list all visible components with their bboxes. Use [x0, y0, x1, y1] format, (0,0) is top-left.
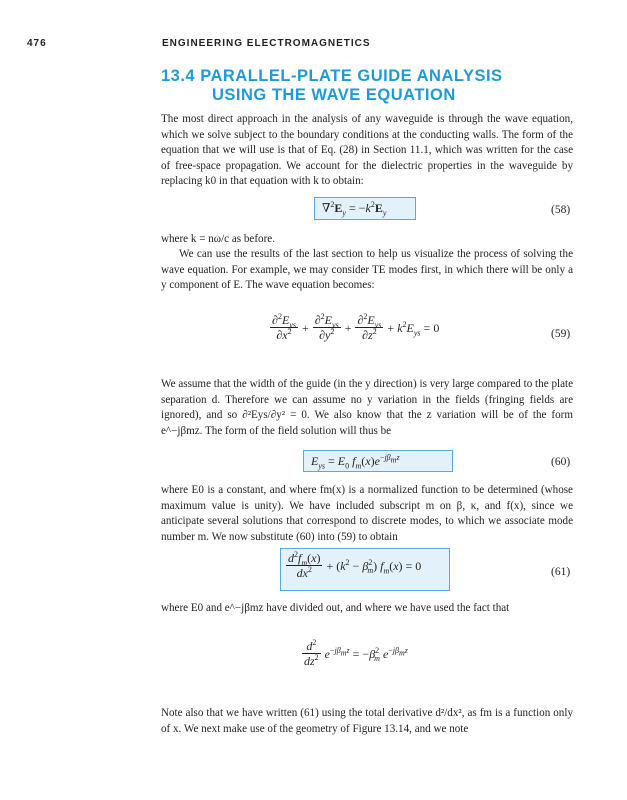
- eq61-number: (61): [551, 566, 571, 578]
- paragraph-2: where k = nω/c as before.: [161, 233, 275, 245]
- paragraph-7: Note also that we have written (61) using the total derivative d²/dx², as fm is a function only of x. We next make use of the geometry of Figure 13.14, and we note: [161, 707, 573, 735]
- paragraph-6: where E0 and e^−jβmz have divided out, and where we have used the fact that: [161, 602, 510, 614]
- eq61: $\frac{d^2f_m(x)}{dx^2}$ + $(k^2 - \beta^2_m) f_m(x) = 0$: [288, 550, 422, 580]
- eq-derivative: $\frac{d^2}{dz^2}$ $e^{-j\beta_mz} = -\beta^2_m$ $e^{-j\beta_mz}$: [304, 638, 408, 668]
- section-title-line1: 13.4 PARALLEL-PLATE GUIDE ANALYSIS: [161, 67, 503, 85]
- paragraph-5: where E0 is a constant, and where fm(x) is a normalized function to be determined (whose maximum value is unity). We have included subscript m on β, κ, and f(x), since we anticipate several solutions that correspond to discrete modes, to which we associate mode number m. We now substitute (60) into (59) to obtain: [161, 484, 573, 543]
- running-head: ENGINEERING ELECTROMAGNETICS: [162, 38, 371, 49]
- eq59: $\frac{\partial^2E_{ys}}{\partial x^2}$ + $\frac{\partial^2E_{ys}}{\partial y^2}$ + $\frac{\partial^2E_{ys}}{\partial z^2}$ + $k^2E_{ys} = 0$: [272, 312, 440, 342]
- section-title-line2: USING THE WAVE EQUATION: [212, 86, 456, 104]
- eq58-number: (58): [551, 204, 571, 216]
- eq59-number: (59): [551, 328, 571, 340]
- paragraph-1: The most direct approach in the analysis of any waveguide is through the wave equation, which we solve subject to the boundary conditions at the conducting walls. The form of the equation that we will use is that of Eq. (28) in Section 11.1, which was written for the case of free-space propagation. We account for the dielectric properties in the waveguide by replacing k0 in that equation with k to obtain:: [161, 113, 573, 188]
- eq60: $E_{ys} = E_0$ $f_m(x)e^{-j\beta_mz}$: [311, 453, 400, 471]
- paragraph-4: We assume that the width of the guide (in the y direction) is very large compared to the plate separation d. Therefore we can assume no y variation in the fields (fringing fields are ignored), and so ∂²Eys/∂y² = 0. We also know that the z variation will be of the form e^−jβmz. The form of the field solution will thus be: [161, 378, 573, 437]
- eq60-number: (60): [551, 456, 571, 468]
- page-number: 476: [27, 38, 47, 49]
- eq58: $\nabla^2E_y = -k^2E_y$: [322, 200, 387, 218]
- paragraph-3: We can use the results of the last section to help us visualize the process of solving the wave equation. For example, we may consider TE modes first, in which there will be only a y component of E. The wave equation becomes:: [161, 248, 573, 292]
